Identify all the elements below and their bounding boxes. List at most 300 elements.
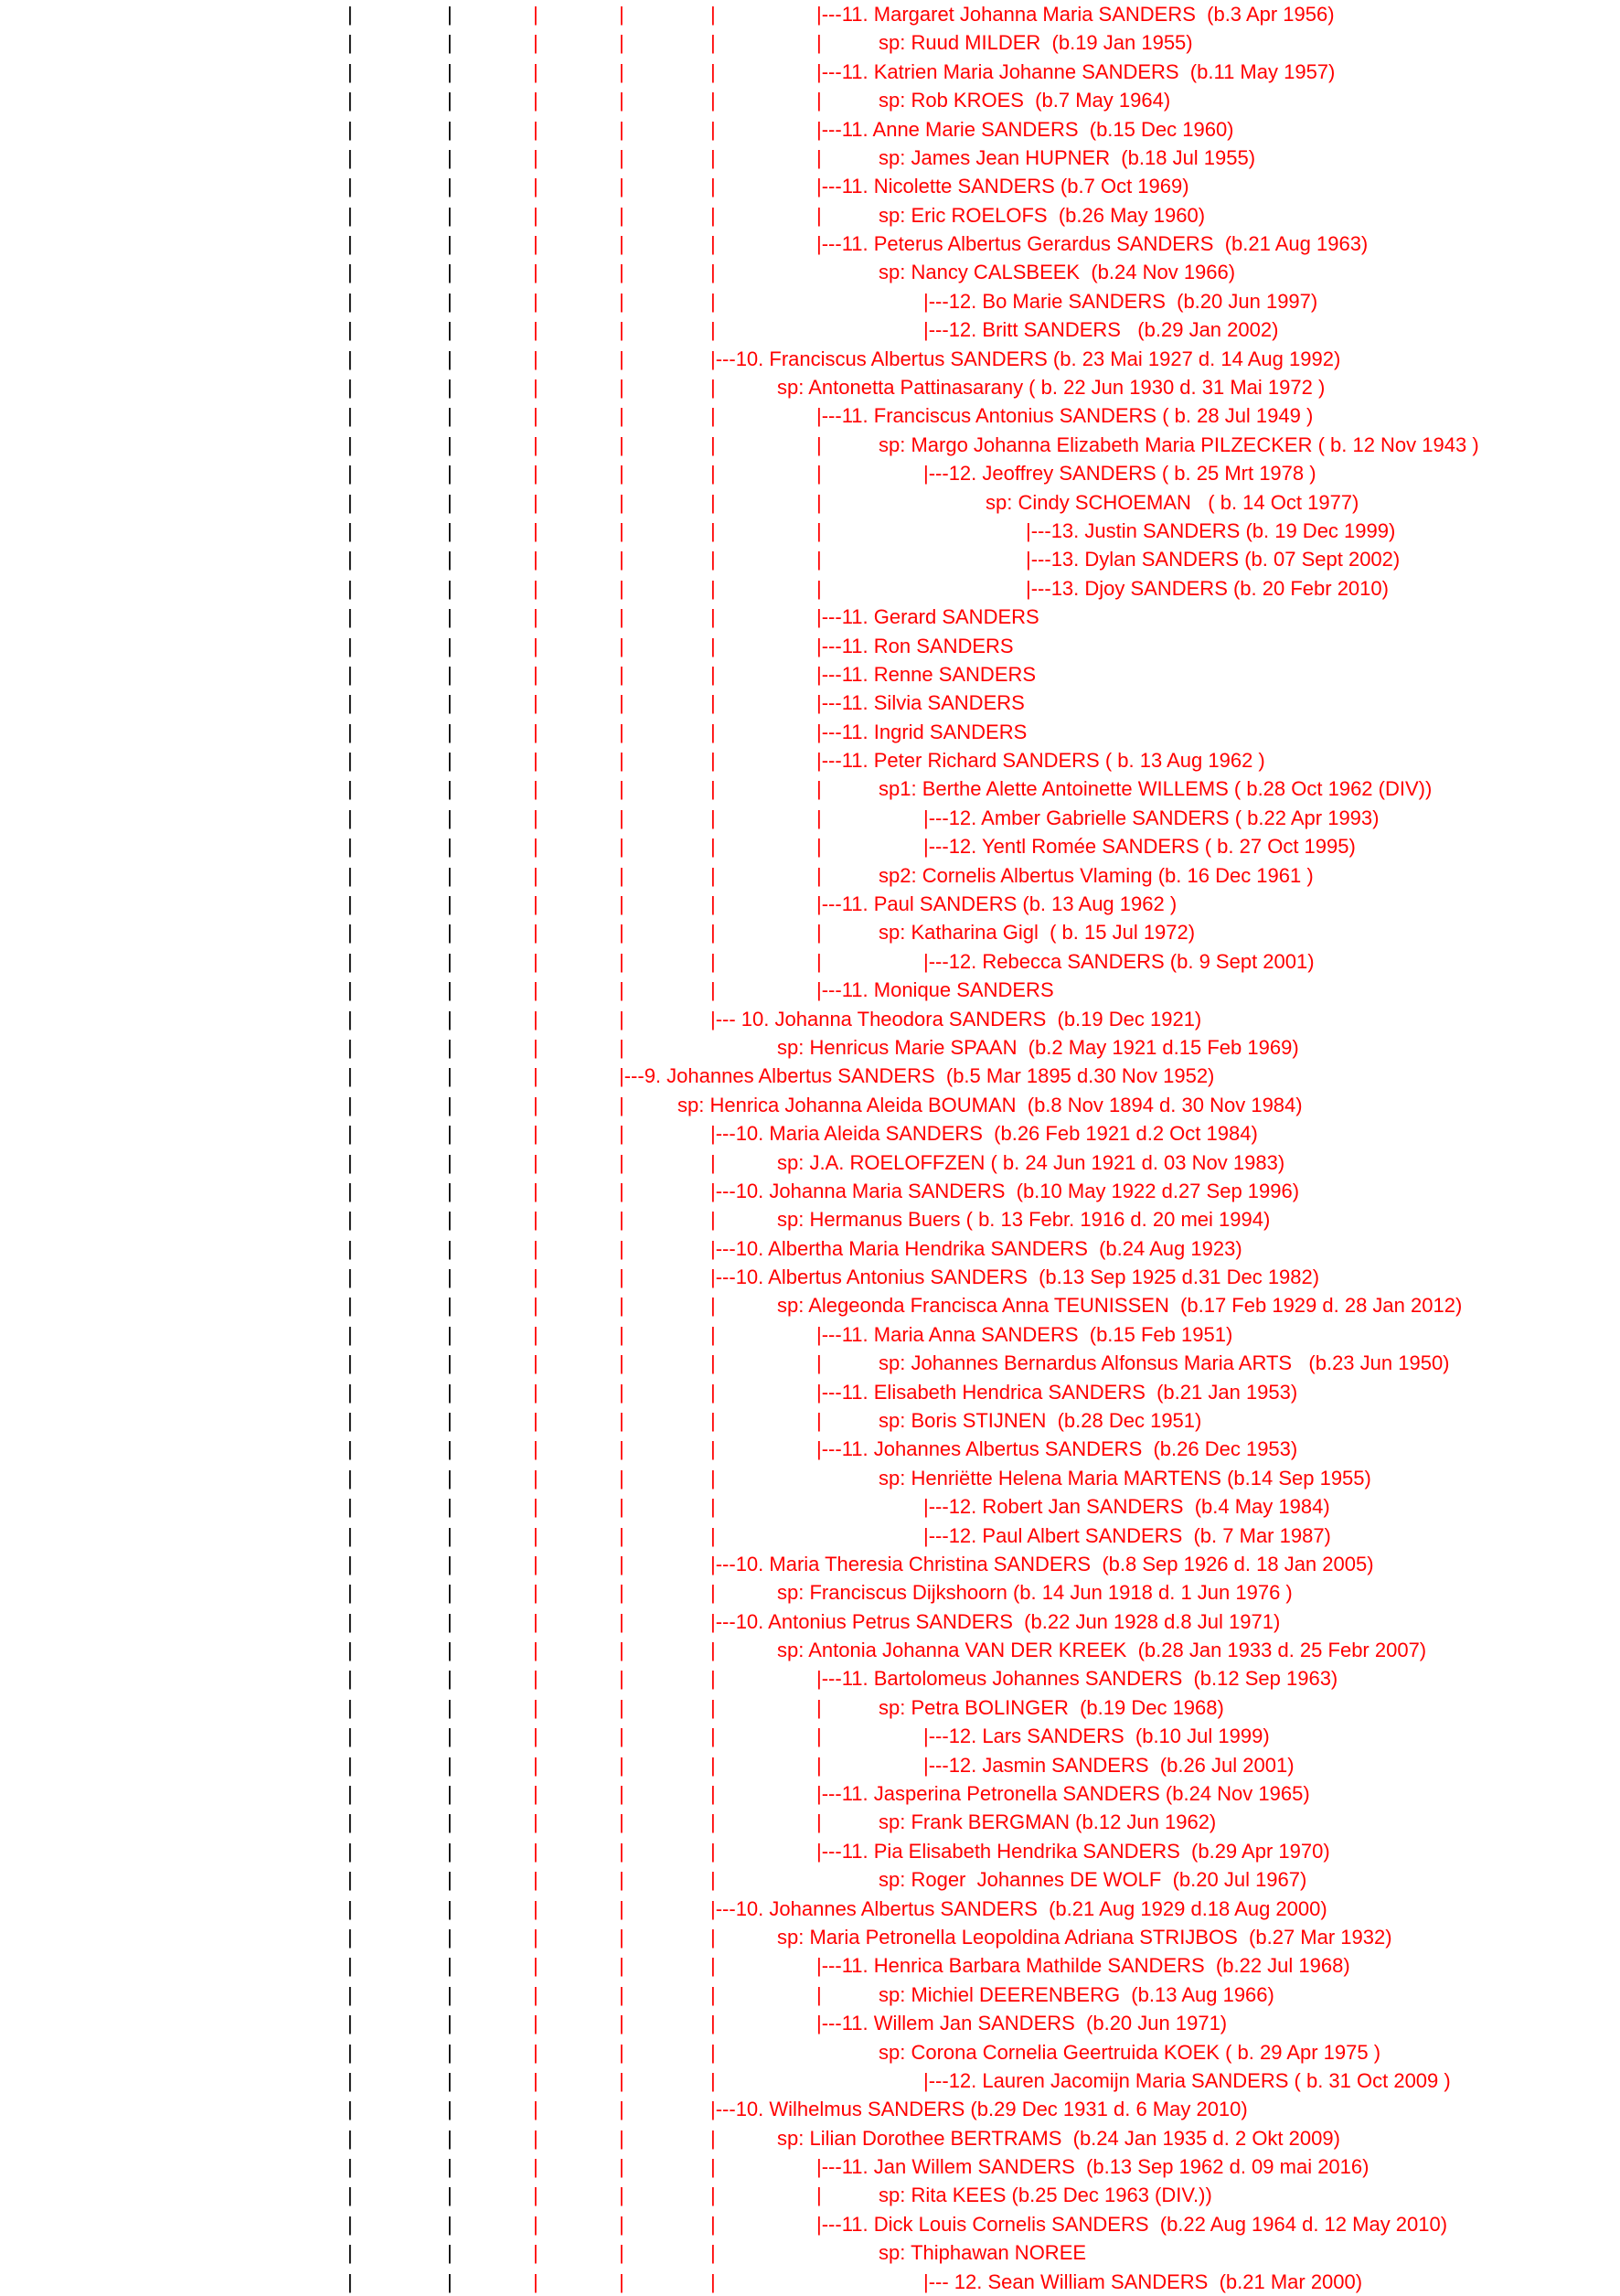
indent-pipe: |: [533, 2155, 538, 2179]
tree-line-text: |---12. Britt SANDERS (b.29 Jan 2002): [923, 318, 1279, 342]
tree-line-text: |---11. Renne SANDERS: [816, 662, 1037, 686]
indent-pipe: |: [347, 835, 353, 859]
tree-line-text: |---11. Ron SANDERS: [816, 634, 1014, 657]
indent-pipe: |: [447, 1408, 453, 1432]
indent-pipe: |: [447, 2040, 453, 2064]
indent-pipe: |: [619, 1667, 624, 1691]
tree-line-text: |---13. Dylan SANDERS (b. 07 Sept 2002): [1026, 548, 1401, 571]
indent-pipe: |: [533, 1179, 538, 1202]
tree-line: [0, 258, 1620, 286]
indent-pipe: |: [533, 2040, 538, 2064]
indent-pipe: |: [710, 1839, 716, 1863]
tree-line: [0, 230, 1620, 258]
tree-line-text: sp: Johannes Bernardus Alfonsus Maria ARTS (b.23 Jun 1950): [879, 1351, 1450, 1375]
indent-pipe: |: [619, 2269, 624, 2293]
indent-pipe: |: [710, 1868, 716, 1892]
indent-pipe: |: [710, 634, 716, 657]
indent-pipe: |: [619, 518, 624, 542]
indent-pipe: |: [347, 1208, 353, 1232]
tree-line-text: |---10. Johannes Albertus SANDERS (b.21 Aug 1929 d.18 Aug 2000): [710, 1896, 1327, 1920]
indent-pipe: |: [447, 59, 453, 83]
tree-line: [0, 1005, 1620, 1033]
tree-line: [0, 832, 1620, 860]
indent-pipe: |: [710, 921, 716, 945]
indent-pipe: |: [347, 691, 353, 715]
indent-pipe: |: [619, 347, 624, 370]
indent-pipe: |: [710, 1322, 716, 1346]
indent-pipe: |: [533, 289, 538, 313]
indent-pipe: |: [347, 1007, 353, 1031]
indent-pipe: |: [619, 1294, 624, 1318]
tree-line-text: |---11. Ingrid SANDERS: [816, 720, 1028, 743]
tree-line: [0, 2152, 1620, 2181]
indent-pipe: |: [347, 2241, 353, 2265]
tree-line: [0, 918, 1620, 946]
tree-line: [0, 115, 1620, 144]
indent-pipe: |: [619, 2241, 624, 2265]
indent-pipe: |: [619, 1265, 624, 1289]
indent-pipe: |: [710, 2184, 716, 2207]
indent-pipe: |: [710, 1782, 716, 1806]
tree-line: [0, 2124, 1620, 2152]
indent-pipe: |: [447, 1236, 453, 1260]
indent-pipe: |: [447, 777, 453, 801]
indent-pipe: |: [619, 1639, 624, 1662]
indent-pipe: |: [447, 921, 453, 945]
indent-pipe: |: [533, 1609, 538, 1633]
indent-pipe: |: [619, 749, 624, 773]
indent-pipe: |: [347, 1896, 353, 1920]
indent-pipe: |: [347, 1753, 353, 1777]
indent-pipe: |: [619, 1782, 624, 1806]
indent-pipe: |: [816, 89, 822, 112]
tree-line: [0, 861, 1620, 890]
indent-pipe: |: [447, 1954, 453, 1978]
indent-pipe: |: [533, 662, 538, 686]
tree-line: [0, 2210, 1620, 2238]
indent-pipe: |: [533, 835, 538, 859]
indent-pipe: |: [533, 1351, 538, 1375]
indent-pipe: |: [347, 318, 353, 342]
indent-pipe: |: [533, 1954, 538, 1978]
tree-line: [0, 2038, 1620, 2066]
indent-pipe: |: [710, 1581, 716, 1605]
indent-pipe: |: [447, 605, 453, 629]
indent-pipe: |: [347, 1122, 353, 1146]
indent-pipe: |: [619, 1753, 624, 1777]
tree-line: [0, 1320, 1620, 1349]
indent-pipe: |: [347, 1725, 353, 1748]
tree-line: [0, 545, 1620, 573]
indent-pipe: |: [533, 318, 538, 342]
tree-line-text: |---11. Pia Elisabeth Hendrika SANDERS (b.29 Apr 1970): [816, 1839, 1330, 1863]
indent-pipe: |: [347, 1035, 353, 1059]
tree-line: [0, 1464, 1620, 1492]
indent-pipe: |: [533, 1810, 538, 1834]
indent-pipe: |: [533, 1408, 538, 1432]
indent-pipe: |: [619, 1380, 624, 1404]
indent-pipe: |: [347, 1466, 353, 1490]
indent-pipe: |: [347, 978, 353, 1002]
indent-pipe: |: [533, 1552, 538, 1575]
tree-line-text: |---13. Justin SANDERS (b. 19 Dec 1999): [1026, 518, 1396, 542]
indent-pipe: |: [347, 1782, 353, 1806]
indent-pipe: |: [447, 145, 453, 169]
indent-pipe: |: [533, 490, 538, 514]
indent-pipe: |: [619, 59, 624, 83]
indent-pipe: |: [347, 777, 353, 801]
tree-line-text: |---13. Djoy SANDERS (b. 20 Febr 2010): [1026, 576, 1389, 600]
tree-line: [0, 1751, 1620, 1779]
tree-line-text: sp: Hermanus Buers ( b. 13 Febr. 1916 d. 20 mei 1994): [777, 1208, 1271, 1232]
tree-line-text: |---11. Silvia SANDERS: [816, 691, 1025, 715]
indent-pipe: |: [347, 203, 353, 227]
indent-pipe: |: [347, 2155, 353, 2179]
indent-pipe: |: [533, 2068, 538, 2092]
tree-line-text: |---12. Jeoffrey SANDERS ( b. 25 Mrt 1978 ): [923, 462, 1316, 486]
indent-pipe: |: [447, 1265, 453, 1289]
indent-pipe: |: [347, 1179, 353, 1202]
indent-pipe: |: [619, 806, 624, 829]
indent-pipe: |: [533, 720, 538, 743]
indent-pipe: |: [533, 1007, 538, 1031]
indent-pipe: |: [533, 1150, 538, 1174]
tree-line: [0, 976, 1620, 1004]
indent-pipe: |: [533, 2212, 538, 2236]
indent-pipe: |: [619, 1725, 624, 1748]
indent-pipe: |: [447, 2098, 453, 2121]
tree-line: [0, 774, 1620, 803]
tree-line: [0, 1378, 1620, 1406]
indent-pipe: |: [347, 1380, 353, 1404]
tree-line-text: sp: Antonia Johanna VAN DER KREEK (b.28 Jan 1933 d. 25 Febr 2007): [777, 1639, 1427, 1662]
indent-pipe: |: [533, 347, 538, 370]
tree-line-text: sp: J.A. ROELOFFZEN ( b. 24 Jun 1921 d. 03 Nov 1983): [777, 1150, 1285, 1174]
tree-line: [0, 1492, 1620, 1521]
indent-pipe: |: [619, 691, 624, 715]
indent-pipe: |: [619, 117, 624, 141]
indent-pipe: |: [619, 1695, 624, 1719]
tree-line-text: sp: Henrica Johanna Aleida BOUMAN (b.8 Nov 1894 d. 30 Nov 1984): [677, 1093, 1303, 1116]
indent-pipe: |: [533, 2012, 538, 2035]
indent-pipe: |: [619, 1581, 624, 1605]
indent-pipe: |: [447, 2155, 453, 2179]
indent-pipe: |: [347, 1322, 353, 1346]
indent-pipe: |: [619, 1035, 624, 1059]
tree-line-text: sp: Lilian Dorothee BERTRAMS (b.24 Jan 1935 d. 2 Okt 2009): [777, 2126, 1340, 2150]
indent-pipe: |: [347, 720, 353, 743]
tree-line-text: sp: James Jean HUPNER (b.18 Jul 1955): [879, 145, 1256, 169]
indent-pipe: |: [710, 31, 716, 55]
tree-line-text: |---12. Lars SANDERS (b.10 Jul 1999): [923, 1725, 1270, 1748]
indent-pipe: |: [710, 2269, 716, 2293]
indent-pipe: |: [710, 576, 716, 600]
indent-pipe: |: [347, 1839, 353, 1863]
indent-pipe: |: [447, 1380, 453, 1404]
tree-line-text: |---10. Antonius Petrus SANDERS (b.22 Jun 1928 d.8 Jul 1971): [710, 1609, 1281, 1633]
indent-pipe: |: [710, 2040, 716, 2064]
tree-line: [0, 1550, 1620, 1578]
indent-pipe: |: [710, 1351, 716, 1375]
indent-pipe: |: [533, 1294, 538, 1318]
tree-line: [0, 1693, 1620, 1722]
indent-pipe: |: [533, 1035, 538, 1059]
tree-line-text: sp1: Berthe Alette Antoinette WILLEMS ( b.28 Oct 1962 (DIV)): [879, 777, 1433, 801]
tree-line-text: |---11. Jasperina Petronella SANDERS (b.24 Nov 1965): [816, 1782, 1310, 1806]
indent-pipe: |: [619, 2212, 624, 2236]
indent-pipe: |: [816, 31, 822, 55]
indent-pipe: |: [447, 518, 453, 542]
indent-pipe: |: [533, 1839, 538, 1863]
indent-pipe: |: [447, 1437, 453, 1461]
tree-line-text: |---11. Jan Willem SANDERS (b.13 Sep 1962 d. 09 mai 2016): [816, 2155, 1370, 2179]
indent-pipe: |: [347, 433, 353, 456]
indent-pipe: |: [347, 1236, 353, 1260]
tree-line-text: sp: Frank BERGMAN (b.12 Jun 1962): [879, 1810, 1217, 1834]
indent-pipe: |: [347, 490, 353, 514]
indent-pipe: |: [347, 1810, 353, 1834]
indent-pipe: |: [710, 1294, 716, 1318]
indent-pipe: |: [619, 1408, 624, 1432]
tree-line: [0, 746, 1620, 774]
indent-pipe: |: [347, 232, 353, 256]
indent-pipe: |: [619, 720, 624, 743]
indent-pipe: |: [533, 145, 538, 169]
tree-line: [0, 1119, 1620, 1148]
indent-pipe: |: [619, 2155, 624, 2179]
tree-line-text: |---11. Anne Marie SANDERS (b.15 Dec 1960): [816, 117, 1234, 141]
indent-pipe: |: [619, 261, 624, 284]
indent-pipe: |: [710, 89, 716, 112]
tree-line-text: |---12. Bo Marie SANDERS (b.20 Jun 1997): [923, 289, 1318, 313]
indent-pipe: |: [710, 2241, 716, 2265]
tree-line: [0, 1779, 1620, 1808]
indent-pipe: |: [619, 2040, 624, 2064]
indent-pipe: |: [347, 1150, 353, 1174]
tree-line-text: |--- 10. Johanna Theodora SANDERS (b.19 Dec 1921): [710, 1007, 1202, 1031]
indent-pipe: |: [347, 2068, 353, 2092]
tree-line: [0, 1865, 1620, 1894]
indent-pipe: |: [447, 1925, 453, 1949]
indent-pipe: |: [447, 289, 453, 313]
indent-pipe: |: [816, 2184, 822, 2207]
indent-pipe: |: [533, 1380, 538, 1404]
indent-pipe: |: [447, 978, 453, 1002]
tree-line: [0, 287, 1620, 315]
indent-pipe: |: [619, 1322, 624, 1346]
indent-pipe: |: [619, 31, 624, 55]
indent-pipe: |: [347, 175, 353, 198]
tree-line-text: |---10. Albertus Antonius SANDERS (b.13 Sep 1925 d.31 Dec 1982): [710, 1265, 1320, 1289]
indent-pipe: |: [447, 1695, 453, 1719]
indent-pipe: |: [447, 2241, 453, 2265]
tree-line: [0, 1033, 1620, 1062]
indent-pipe: |: [619, 1982, 624, 2006]
tree-line-text: sp: Nancy CALSBEEK (b.24 Nov 1966): [879, 261, 1236, 284]
tree-line: [0, 315, 1620, 344]
indent-pipe: |: [619, 2012, 624, 2035]
indent-pipe: |: [347, 1437, 353, 1461]
indent-pipe: |: [533, 1093, 538, 1116]
indent-pipe: |: [347, 376, 353, 400]
indent-pipe: |: [347, 2126, 353, 2150]
tree-line-text: |---11. Nicolette SANDERS (b.7 Oct 1969): [816, 175, 1189, 198]
indent-pipe: |: [347, 1609, 353, 1633]
indent-pipe: |: [533, 117, 538, 141]
indent-pipe: |: [619, 1925, 624, 1949]
indent-pipe: |: [447, 548, 453, 571]
indent-pipe: |: [533, 576, 538, 600]
indent-pipe: |: [533, 2184, 538, 2207]
indent-pipe: |: [816, 806, 822, 829]
indent-pipe: |: [619, 2126, 624, 2150]
indent-pipe: |: [619, 978, 624, 1002]
indent-pipe: |: [447, 31, 453, 55]
indent-pipe: |: [533, 1982, 538, 2006]
indent-pipe: |: [347, 347, 353, 370]
tree-line: [0, 0, 1620, 28]
indent-pipe: |: [619, 2098, 624, 2121]
indent-pipe: |: [533, 806, 538, 829]
indent-pipe: |: [447, 1064, 453, 1088]
indent-pipe: |: [710, 376, 716, 400]
indent-pipe: |: [710, 117, 716, 141]
indent-pipe: |: [710, 1753, 716, 1777]
tree-line: [0, 86, 1620, 114]
tree-line-text: |---10. Franciscus Albertus SANDERS (b. 23 Mai 1927 d. 14 Aug 1992): [710, 347, 1341, 370]
indent-pipe: |: [447, 1523, 453, 1547]
indent-pipe: |: [347, 404, 353, 428]
indent-pipe: |: [816, 1810, 822, 1834]
tree-line: [0, 1406, 1620, 1435]
indent-pipe: |: [447, 175, 453, 198]
indent-pipe: |: [347, 1523, 353, 1547]
tree-line: [0, 890, 1620, 918]
indent-pipe: |: [533, 1322, 538, 1346]
indent-pipe: |: [533, 59, 538, 83]
tree-line: [0, 58, 1620, 86]
indent-pipe: |: [816, 490, 822, 514]
indent-pipe: |: [710, 462, 716, 486]
tree-line-text: |---11. Henrica Barbara Mathilde SANDERS (b.22 Jul 1968): [816, 1954, 1350, 1978]
tree-line: [0, 1951, 1620, 1980]
indent-pipe: |: [347, 1925, 353, 1949]
tree-line: [0, 2268, 1620, 2296]
indent-pipe: |: [447, 806, 453, 829]
indent-pipe: |: [619, 232, 624, 256]
indent-pipe: |: [816, 576, 822, 600]
indent-pipe: |: [816, 518, 822, 542]
indent-pipe: |: [533, 175, 538, 198]
indent-pipe: |: [533, 1437, 538, 1461]
indent-pipe: |: [619, 289, 624, 313]
indent-pipe: |: [347, 806, 353, 829]
tree-line-text: |---12. Robert Jan SANDERS (b.4 May 1984): [923, 1495, 1330, 1519]
indent-pipe: |: [347, 31, 353, 55]
tree-line: [0, 1349, 1620, 1377]
indent-pipe: |: [447, 433, 453, 456]
indent-pipe: |: [619, 490, 624, 514]
indent-pipe: |: [533, 376, 538, 400]
indent-pipe: |: [347, 1408, 353, 1432]
indent-pipe: |: [533, 462, 538, 486]
indent-pipe: |: [816, 949, 822, 973]
indent-pipe: |: [710, 318, 716, 342]
indent-pipe: |: [533, 1495, 538, 1519]
indent-pipe: |: [347, 1552, 353, 1575]
indent-pipe: |: [816, 863, 822, 887]
tree-line-text: |---10. Wilhelmus SANDERS (b.29 Dec 1931 d. 6 May 2010): [710, 2098, 1248, 2121]
tree-line-text: |---11. Dick Louis Cornelis SANDERS (b.22 Aug 1964 d. 12 May 2010): [816, 2212, 1448, 2236]
tree-line: [0, 1923, 1620, 1951]
indent-pipe: |: [710, 806, 716, 829]
indent-pipe: |: [533, 1208, 538, 1232]
indent-pipe: |: [447, 720, 453, 743]
indent-pipe: |: [710, 433, 716, 456]
indent-pipe: |: [347, 576, 353, 600]
indent-pipe: |: [710, 691, 716, 715]
indent-pipe: |: [710, 662, 716, 686]
indent-pipe: |: [447, 1782, 453, 1806]
tree-line: [0, 689, 1620, 717]
indent-pipe: |: [816, 1725, 822, 1748]
tree-line: [0, 2095, 1620, 2123]
indent-pipe: |: [447, 576, 453, 600]
tree-line: [0, 1722, 1620, 1750]
indent-pipe: |: [619, 576, 624, 600]
indent-pipe: |: [447, 1725, 453, 1748]
tree-line: [0, 1263, 1620, 1291]
indent-pipe: |: [447, 2068, 453, 2092]
indent-pipe: |: [710, 1150, 716, 1174]
indent-pipe: |: [710, 2068, 716, 2092]
indent-pipe: |: [447, 232, 453, 256]
indent-pipe: |: [710, 261, 716, 284]
indent-pipe: |: [347, 1294, 353, 1318]
tree-line-text: |---12. Jasmin SANDERS (b.26 Jul 2001): [923, 1753, 1295, 1777]
tree-line-text: |---11. Franciscus Antonius SANDERS ( b. 28 Jul 1949 ): [816, 404, 1314, 428]
indent-pipe: |: [816, 203, 822, 227]
indent-pipe: |: [533, 949, 538, 973]
tree-line: [0, 1837, 1620, 1865]
indent-pipe: |: [710, 1810, 716, 1834]
indent-pipe: |: [710, 1725, 716, 1748]
indent-pipe: |: [533, 892, 538, 915]
indent-pipe: |: [619, 433, 624, 456]
indent-pipe: |: [533, 634, 538, 657]
indent-pipe: |: [533, 261, 538, 284]
indent-pipe: |: [347, 117, 353, 141]
indent-pipe: |: [816, 548, 822, 571]
indent-pipe: |: [347, 1954, 353, 1978]
indent-pipe: |: [347, 863, 353, 887]
tree-line-text: sp: Thiphawan NOREE: [879, 2241, 1087, 2265]
indent-pipe: |: [347, 892, 353, 915]
tree-line: [0, 574, 1620, 603]
indent-pipe: |: [533, 1639, 538, 1662]
indent-pipe: |: [619, 145, 624, 169]
indent-pipe: |: [347, 749, 353, 773]
indent-pipe: |: [447, 892, 453, 915]
indent-pipe: |: [447, 404, 453, 428]
indent-pipe: |: [816, 1351, 822, 1375]
indent-pipe: |: [347, 261, 353, 284]
indent-pipe: |: [447, 1868, 453, 1892]
indent-pipe: |: [816, 835, 822, 859]
indent-pipe: |: [533, 978, 538, 1002]
tree-line-text: |---11. Elisabeth Hendrica SANDERS (b.21 Jan 1953): [816, 1380, 1298, 1404]
tree-line: [0, 1664, 1620, 1693]
